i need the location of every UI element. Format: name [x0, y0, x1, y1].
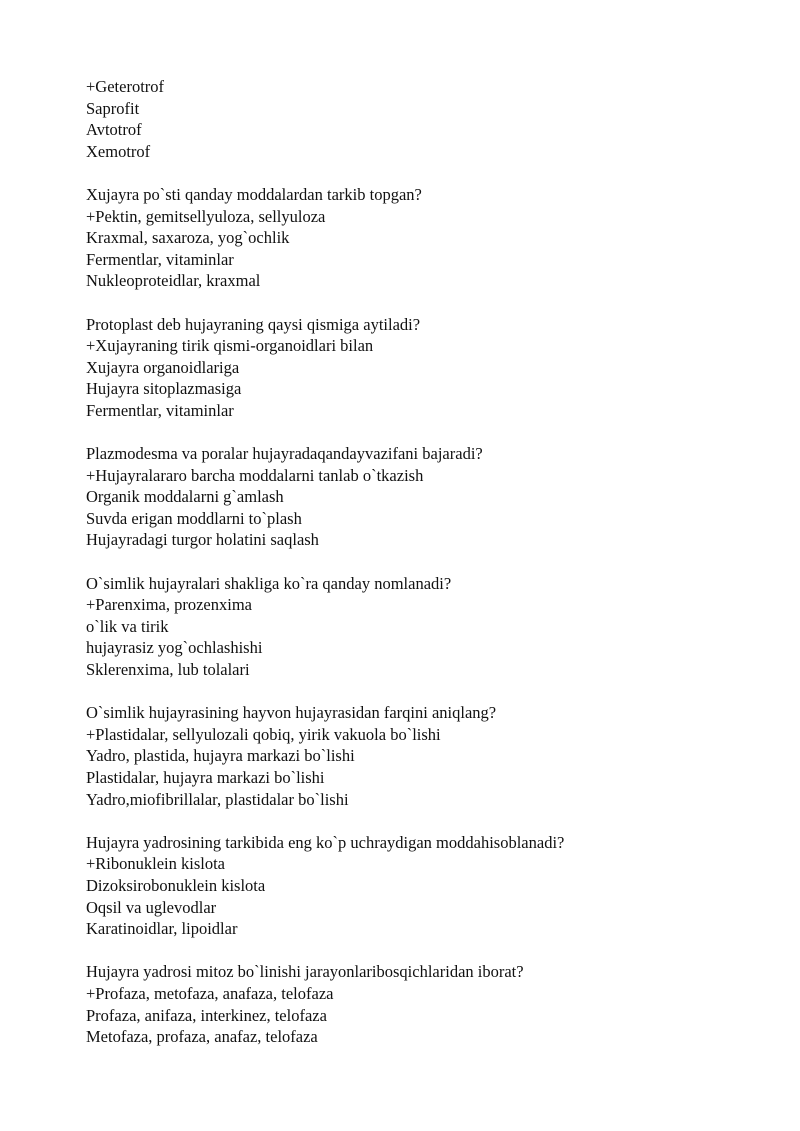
question-block-4: [86, 443, 746, 551]
option-line: Kraxmal, saxaroza, yog`ochlik: [86, 228, 290, 248]
option-line: Sklerenxima, lub tolalari: [86, 660, 250, 680]
option-line: Hujayra sitoplazmasiga: [86, 379, 242, 399]
question-text: Hujayra yadrosining tarkibida eng ko`p uchraydigan moddahisoblanadi?: [86, 832, 565, 852]
option-line: Fermentlar, vitaminlar: [86, 400, 234, 420]
option-line: Xujayra organoidlariga: [86, 357, 240, 377]
question-text: Hujayra yadrosi mitoz bo`linishi jarayonlaribosqichlaridan iborat?: [86, 962, 524, 982]
question-block-1: [86, 76, 746, 162]
option-line: Suvda erigan moddlarni to`plash: [86, 508, 302, 528]
option-line: +Parenxima, prozenxima: [86, 595, 252, 615]
question-block-6: [86, 702, 746, 810]
option-line: Oqsil va uglevodlar: [86, 897, 217, 917]
option-line: +Hujayralararo barcha moddalarni tanlab o`tkazish: [86, 465, 424, 485]
option-line: Karatinoidlar, lipoidlar: [86, 919, 238, 939]
question-text: O`simlik hujayrasining hayvon hujayrasidan farqini aniqlang?: [86, 703, 497, 723]
option-line: Plastidalar, hujayra markazi bo`lishi: [86, 768, 325, 787]
question-block-3: [86, 314, 746, 422]
option-line: +Ribonuklein kislota: [86, 854, 226, 874]
option-line: +Xujayraning tirik qismi-organoidlari bilan: [86, 336, 374, 356]
question-block-7: [86, 832, 746, 940]
question-text: O`simlik hujayralari shakliga ko`ra qanday nomlanadi?: [86, 573, 452, 593]
option-line: Yadro,miofibrillalar, plastidalar bo`lishi: [86, 789, 349, 809]
option-line: Nukleoproteidlar, kraxmal: [86, 271, 261, 291]
option-line: Metofaza, profaza, anafaz, telofaza: [86, 1027, 318, 1047]
option-line: Hujayradagi turgor holatini saqlash: [86, 530, 319, 550]
option-line: o`lik va tirik: [86, 616, 169, 636]
option-line: Saprofit: [86, 98, 140, 118]
question-block-5: [86, 573, 746, 681]
option-line: Xemotrof: [86, 141, 151, 161]
option-line: +Pektin, gemitsellyuloza, sellyuloza: [86, 206, 326, 226]
option-line: Yadro, plastida, hujayra markazi bo`lishi: [86, 746, 355, 766]
question-text: Xujayra po`sti qanday moddalardan tarkib topgan?: [86, 184, 422, 204]
question-text: Plazmodesma va poralar hujayradaqandayvazifani bajaradi?: [86, 444, 483, 464]
option-line: Fermentlar, vitaminlar: [86, 249, 234, 269]
option-line: +Geterotrof: [86, 77, 165, 96]
option-line: Avtotrof: [86, 120, 142, 140]
option-line: Organik moddalarni g`amlash: [86, 487, 284, 507]
option-line: Profaza, anifaza, interkinez, telofaza: [86, 1005, 327, 1025]
question-text: Protoplast deb hujayraning qaysi qismiga aytiladi?: [86, 314, 421, 334]
question-block-8: [86, 961, 746, 1047]
option-line: hujayrasiz yog`ochlashishi: [86, 638, 263, 658]
document-page: [86, 76, 746, 1069]
question-block-2: [86, 184, 746, 292]
option-line: Dizoksirobonuklein kislota: [86, 875, 266, 895]
option-line: +Plastidalar, sellyulozali qobiq, yirik vakuola bo`lishi: [86, 724, 441, 744]
option-line: +Profaza, metofaza, anafaza, telofaza: [86, 983, 334, 1003]
